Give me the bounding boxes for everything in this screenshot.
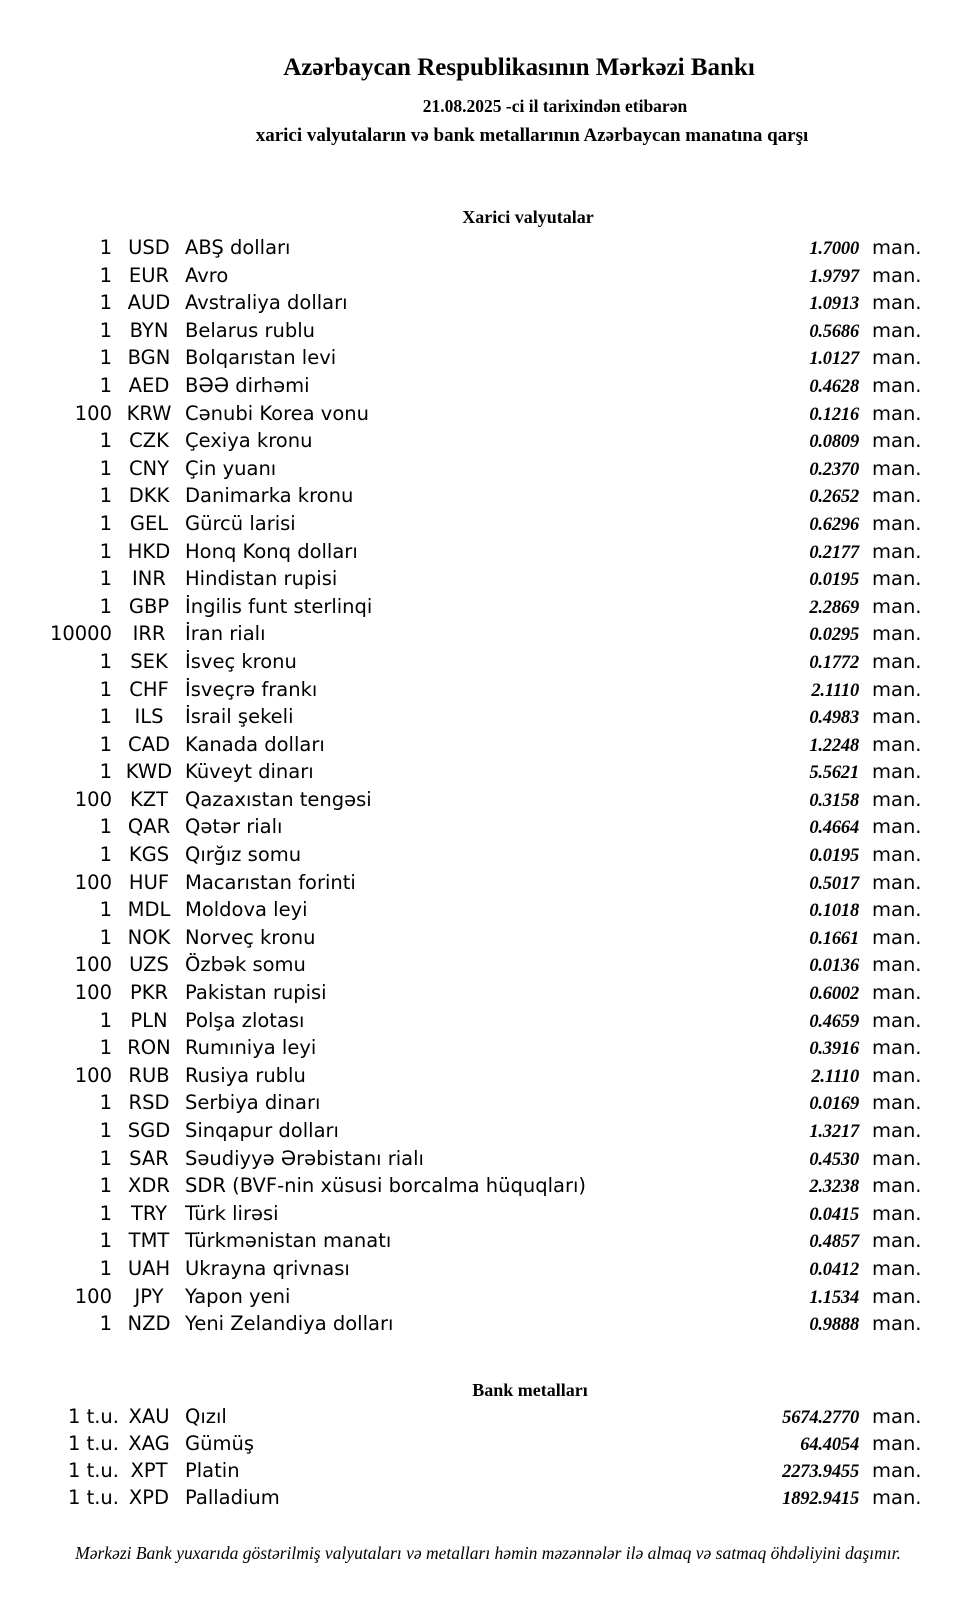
currency-name-cell: Avstraliya dolları	[185, 291, 348, 315]
currency-code-cell: CHF	[129, 677, 169, 701]
quantity-cell: 1	[99, 705, 112, 729]
currency-name-cell: İsveçrə frankı	[185, 677, 318, 701]
rate-row	[30, 1117, 926, 1145]
quantity-cell: 1	[99, 898, 112, 922]
manat-unit-label: man.	[872, 456, 922, 480]
currency-code-cell: TMT	[128, 1229, 170, 1253]
quantity-cell: 1	[99, 511, 112, 535]
manat-unit-label: man.	[872, 1146, 922, 1170]
rate-value-cell: 5674.2770	[782, 1408, 859, 1428]
rate-row	[30, 813, 926, 841]
rate-row	[30, 758, 926, 786]
currency-code-cell: XPT	[130, 1459, 168, 1482]
quantity-cell: 100	[74, 953, 112, 977]
quantity-cell: 100	[74, 401, 112, 425]
quantity-cell: 1	[99, 1174, 112, 1198]
currency-code-cell: GBP	[128, 594, 170, 618]
currency-code-cell: HUF	[128, 870, 170, 894]
rate-value-cell: 0.4983	[809, 708, 859, 729]
currency-code-cell: XPD	[128, 1486, 170, 1509]
currency-code-cell: XAU	[128, 1405, 170, 1428]
rate-row	[30, 317, 926, 345]
rate-value-cell: 2.1110	[811, 1066, 859, 1087]
currency-code-cell: SGD	[127, 1119, 171, 1142]
manat-unit-label: man.	[872, 622, 922, 646]
currency-name-cell: BƏƏ dirhəmi	[185, 373, 310, 397]
quantity-cell: 1	[99, 649, 112, 673]
rate-row	[30, 1034, 926, 1062]
rate-row	[30, 593, 926, 621]
currency-code-cell: DKK	[128, 484, 170, 508]
rate-row	[30, 620, 926, 648]
currency-name-cell: Çin yuanı	[185, 456, 277, 480]
rate-value-cell: 0.4628	[809, 376, 859, 397]
quantity-cell: 100	[74, 870, 112, 894]
rate-value-cell: 0.2652	[809, 487, 859, 508]
manat-unit-label: man.	[872, 705, 922, 729]
rate-row	[30, 1403, 926, 1430]
currency-name-cell: Sinqapur dolları	[185, 1119, 339, 1142]
rate-value-cell: 0.3158	[809, 790, 859, 811]
quantity-cell: 1	[99, 346, 112, 370]
currency-name-cell: Cənubi Korea vonu	[185, 401, 369, 425]
quantity-cell: 1 t.u.	[67, 1486, 119, 1509]
currency-name-cell: Yeni Zelandiya dolları	[185, 1312, 394, 1336]
rate-value-cell: 0.0295	[809, 625, 859, 646]
currency-name-cell: Moldova leyi	[185, 898, 308, 922]
rate-value-cell: 1892.9415	[782, 1489, 859, 1509]
manat-unit-label: man.	[872, 1432, 922, 1455]
rate-value-cell: 0.0195	[809, 846, 859, 867]
currency-code-cell: XDR	[128, 1174, 170, 1198]
manat-unit-label: man.	[872, 236, 922, 259]
section-title-metals: Bank metalları	[472, 1380, 588, 1400]
rate-value-cell: 0.1772	[809, 652, 859, 673]
currency-code-cell: KWD	[125, 760, 173, 784]
rate-value-cell: 1.1534	[809, 1287, 859, 1308]
currency-code-cell: EUR	[128, 263, 170, 287]
rate-row	[30, 427, 926, 455]
quantity-cell: 100	[74, 981, 112, 1005]
manat-unit-label: man.	[872, 346, 922, 370]
rate-value-cell: 1.9797	[809, 266, 859, 287]
rate-value-cell: 0.0169	[809, 1094, 859, 1115]
currency-name-cell: Səudiyyə Ərəbistanı rialı	[185, 1146, 424, 1170]
rate-row	[30, 1227, 926, 1255]
manat-unit-label: man.	[872, 1256, 922, 1280]
quantity-cell: 1	[99, 1008, 112, 1032]
manat-unit-label: man.	[872, 1459, 922, 1482]
quantity-cell: 1	[99, 1146, 112, 1170]
manat-unit-label: man.	[872, 484, 922, 508]
quantity-cell: 1	[99, 1091, 112, 1115]
rate-row	[30, 289, 926, 317]
manat-unit-label: man.	[872, 318, 922, 342]
currency-name-cell: İsveç kronu	[185, 649, 297, 673]
quantity-cell: 100	[74, 787, 112, 811]
currency-code-cell: AUD	[127, 291, 171, 315]
manat-unit-label: man.	[872, 1063, 922, 1087]
manat-unit-label: man.	[872, 567, 922, 591]
currency-code-cell: CNY	[128, 456, 170, 480]
currency-code-cell: USD	[128, 236, 170, 259]
rate-value-cell: 0.0412	[809, 1259, 859, 1280]
quantity-cell: 1	[99, 456, 112, 480]
currency-name-cell: Belarus rublu	[185, 318, 316, 342]
rate-row	[30, 1200, 926, 1228]
rate-row	[30, 372, 926, 400]
rate-row	[30, 1172, 926, 1200]
currency-code-cell: INR	[132, 567, 166, 591]
manat-unit-label: man.	[872, 1008, 922, 1032]
rate-value-cell: 0.1018	[809, 901, 859, 922]
manat-unit-label: man.	[872, 925, 922, 949]
currency-name-cell: Serbiya dinarı	[185, 1091, 321, 1115]
manat-unit-label: man.	[872, 1486, 922, 1509]
rate-value-cell: 1.3217	[809, 1122, 859, 1142]
rate-value-cell: 0.5686	[809, 321, 859, 342]
rate-value-cell: 64.4054	[800, 1435, 859, 1455]
rate-value-cell: 0.3916	[809, 1039, 859, 1060]
rate-row	[30, 924, 926, 952]
currency-code-cell: XAG	[128, 1432, 170, 1455]
manat-unit-label: man.	[872, 291, 922, 315]
document-subtitle: xarici valyutaların və bank metallarının Azərbaycan manatına qarşı	[255, 125, 809, 146]
currency-name-cell: Hindistan rupisi	[185, 567, 338, 591]
currency-code-cell: BYN	[129, 318, 169, 342]
currency-name-cell: Qırğız somu	[185, 843, 302, 867]
manat-unit-label: man.	[872, 732, 922, 756]
rate-value-cell: 0.6296	[809, 514, 859, 535]
quantity-cell: 1 t.u.	[67, 1405, 119, 1428]
currency-code-cell: SEK	[130, 649, 168, 673]
quantity-cell: 1 t.u.	[67, 1459, 119, 1482]
rate-row	[30, 869, 926, 897]
currency-name-cell: Danimarka kronu	[185, 484, 354, 508]
currency-name-cell: Honq Konq dolları	[185, 539, 358, 563]
rate-value-cell: 1.0913	[809, 294, 859, 315]
rate-value-cell: 0.4857	[809, 1232, 859, 1253]
manat-unit-label: man.	[872, 953, 922, 977]
currency-name-cell: Avro	[185, 263, 229, 287]
currency-code-cell: KGS	[128, 843, 170, 867]
rate-row	[30, 482, 926, 510]
quantity-cell: 1 t.u.	[67, 1432, 119, 1455]
effective-date: 21.08.2025 -ci il tarixindən etibarən	[422, 96, 688, 116]
section-title-currencies: Xarici valyutalar	[462, 207, 594, 227]
rate-row	[30, 1457, 926, 1484]
rate-value-cell: 0.0195	[809, 570, 859, 591]
manat-unit-label: man.	[872, 539, 922, 563]
currency-code-cell: NZD	[127, 1312, 171, 1336]
rate-row	[30, 648, 926, 676]
manat-unit-label: man.	[872, 760, 922, 784]
currency-code-cell: PLN	[130, 1008, 168, 1032]
rate-row	[30, 676, 926, 704]
rate-row	[30, 538, 926, 566]
manat-unit-label: man.	[872, 787, 922, 811]
currency-name-cell: Macarıstan forinti	[185, 870, 356, 894]
currency-name-cell: Kanada dolları	[185, 732, 325, 756]
manat-unit-label: man.	[872, 429, 922, 453]
manat-unit-label: man.	[872, 594, 922, 618]
currency-name-cell: İsrail şekeli	[185, 705, 294, 729]
quantity-cell: 1	[99, 1036, 112, 1060]
currency-code-cell: RON	[127, 1036, 171, 1060]
metal-rows	[30, 1403, 926, 1511]
manat-unit-label: man.	[872, 1284, 922, 1308]
rate-row	[30, 1062, 926, 1090]
quantity-cell: 1	[99, 760, 112, 784]
currency-name-cell: Palladium	[185, 1486, 280, 1509]
manat-unit-label: man.	[872, 1036, 922, 1060]
manat-unit-label: man.	[872, 1174, 922, 1198]
rate-row	[30, 344, 926, 372]
quantity-cell: 1	[99, 843, 112, 867]
manat-unit-label: man.	[872, 649, 922, 673]
currency-code-cell: ILS	[134, 705, 164, 729]
rate-value-cell: 2273.9455	[782, 1462, 859, 1482]
quantity-cell: 1	[99, 1229, 112, 1253]
rate-row	[30, 510, 926, 538]
rate-value-cell: 0.0415	[809, 1204, 859, 1225]
rate-value-cell: 1.0127	[809, 349, 859, 370]
rate-value-cell: 2.2869	[809, 597, 859, 618]
rate-row	[30, 786, 926, 814]
rate-value-cell: 0.1216	[809, 404, 859, 425]
rate-value-cell: 0.4659	[809, 1011, 859, 1032]
quantity-cell: 1	[99, 815, 112, 839]
quantity-cell: 1	[99, 539, 112, 563]
quantity-cell: 1	[99, 567, 112, 591]
rate-value-cell: 0.2370	[809, 459, 859, 480]
currency-code-cell: CAD	[128, 732, 170, 756]
quantity-cell: 1	[99, 291, 112, 315]
manat-unit-label: man.	[872, 677, 922, 701]
currency-code-cell: SAR	[129, 1146, 169, 1170]
currency-name-cell: Qətər rialı	[185, 815, 283, 839]
currency-name-cell: Qazaxıstan tengəsi	[185, 787, 372, 811]
currency-name-cell: Yapon yeni	[185, 1284, 291, 1308]
rate-value-cell: 0.2177	[809, 542, 859, 563]
manat-unit-label: man.	[872, 263, 922, 287]
currency-code-cell: BGN	[127, 346, 171, 370]
currency-name-cell: Küveyt dinarı	[185, 760, 314, 784]
currency-code-cell: PKR	[129, 981, 169, 1005]
currency-rows	[30, 234, 926, 1338]
rate-row	[30, 1145, 926, 1173]
currency-name-cell: Çexiya kronu	[185, 429, 313, 453]
manat-unit-label: man.	[872, 1201, 922, 1225]
quantity-cell: 1	[99, 236, 112, 259]
currency-name-cell: Rusiya rublu	[185, 1063, 306, 1087]
currency-name-cell: Özbək somu	[185, 953, 306, 977]
rate-row	[30, 1089, 926, 1117]
rate-value-cell: 0.1661	[809, 928, 859, 949]
manat-unit-label: man.	[872, 815, 922, 839]
manat-unit-label: man.	[872, 843, 922, 867]
currency-code-cell: IRR	[132, 622, 166, 646]
quantity-cell: 1	[99, 732, 112, 756]
currency-code-cell: CZK	[129, 429, 169, 453]
rate-row	[30, 1484, 926, 1511]
rate-row	[30, 979, 926, 1007]
manat-unit-label: man.	[872, 1119, 922, 1142]
rate-row	[30, 896, 926, 924]
rate-value-cell: 0.6002	[809, 984, 859, 1005]
rate-value-cell: 0.9888	[809, 1315, 859, 1336]
manat-unit-label: man.	[872, 1091, 922, 1115]
quantity-cell: 1	[99, 429, 112, 453]
currency-code-cell: NOK	[127, 925, 171, 949]
quantity-cell: 100	[74, 1284, 112, 1308]
manat-unit-label: man.	[872, 1312, 922, 1336]
rate-row	[30, 951, 926, 979]
currency-code-cell: RSD	[128, 1091, 170, 1115]
currency-name-cell: Pakistan rupisi	[185, 981, 327, 1005]
currency-name-cell: Gürcü larisi	[185, 511, 296, 535]
rate-row	[30, 703, 926, 731]
currency-code-cell: KZT	[129, 787, 169, 811]
quantity-cell: 1	[99, 925, 112, 949]
currency-code-cell: AED	[128, 373, 170, 397]
currency-name-cell: Ukrayna qrivnası	[185, 1256, 350, 1280]
rate-row	[30, 1007, 926, 1035]
manat-unit-label: man.	[872, 401, 922, 425]
currency-name-cell: Bolqarıstan levi	[185, 346, 337, 370]
currency-code-cell: UZS	[129, 953, 169, 977]
currency-code-cell: QAR	[127, 815, 171, 839]
currency-name-cell: ABŞ dolları	[185, 236, 291, 259]
manat-unit-label: man.	[872, 870, 922, 894]
currency-name-cell: İngilis funt sterlinqi	[185, 594, 373, 618]
rate-row	[30, 841, 926, 869]
rate-row	[30, 565, 926, 593]
rate-row	[30, 234, 926, 262]
rate-row	[30, 1430, 926, 1457]
quantity-cell: 1	[99, 1119, 112, 1142]
currency-name-cell: SDR (BVF-nin xüsusi borcalma hüquqları)	[185, 1174, 587, 1198]
currency-name-cell: Platin	[185, 1459, 240, 1482]
rate-row	[30, 731, 926, 759]
currency-code-cell: RUB	[128, 1063, 170, 1087]
disclaimer-text: Mərkəzi Bank yuxarıda göstərilmiş valyutaları və metalları həmin məzənnələr ilə almaq və satmaq öhdəliyini daşımır.	[75, 1543, 901, 1563]
quantity-cell: 1	[99, 594, 112, 618]
rate-value-cell: 1.2248	[809, 735, 859, 756]
manat-unit-label: man.	[872, 511, 922, 535]
currency-name-cell: İran rialı	[185, 622, 266, 646]
currency-code-cell: GEL	[129, 511, 169, 535]
quantity-cell: 1	[99, 484, 112, 508]
rate-value-cell: 0.4530	[809, 1149, 859, 1170]
rate-row	[30, 400, 926, 428]
manat-unit-label: man.	[872, 981, 922, 1005]
rate-row	[30, 1255, 926, 1283]
rate-value-cell: 0.4664	[809, 818, 859, 839]
rate-row	[30, 1310, 926, 1338]
rate-value-cell: 0.0136	[809, 956, 859, 977]
currency-code-cell: JPY	[134, 1284, 164, 1308]
currency-name-cell: Polşa zlotası	[185, 1008, 305, 1032]
manat-unit-label: man.	[872, 1405, 922, 1428]
currency-name-cell: Norveç kronu	[185, 925, 316, 949]
currency-name-cell: Rumıniya leyi	[185, 1036, 317, 1060]
quantity-cell: 1	[99, 318, 112, 342]
currency-code-cell: TRY	[130, 1201, 168, 1225]
quantity-cell: 1	[99, 1201, 112, 1225]
rate-row	[30, 455, 926, 483]
quantity-cell: 1	[99, 1312, 112, 1336]
rate-value-cell: 0.0809	[809, 432, 859, 453]
quantity-cell: 10000	[49, 622, 112, 646]
manat-unit-label: man.	[872, 898, 922, 922]
currency-name-cell: Türkmənistan manatı	[185, 1229, 392, 1253]
quantity-cell: 1	[99, 263, 112, 287]
rate-row	[30, 262, 926, 290]
rate-row	[30, 1283, 926, 1311]
rate-value-cell: 0.5017	[809, 873, 859, 894]
currency-code-cell: HKD	[127, 539, 171, 563]
quantity-cell: 1	[99, 373, 112, 397]
bank-title: Azərbaycan Respublikasının Mərkəzi Bankı	[283, 54, 755, 81]
currency-code-cell: UAH	[127, 1256, 171, 1280]
manat-unit-label: man.	[872, 1229, 922, 1253]
quantity-cell: 100	[74, 1063, 112, 1087]
rate-value-cell: 2.1110	[811, 680, 859, 701]
currency-name-cell: Qızıl	[185, 1405, 227, 1428]
quantity-cell: 1	[99, 677, 112, 701]
currency-code-cell: MDL	[127, 898, 171, 922]
currency-code-cell: KRW	[126, 401, 172, 425]
rate-value-cell: 1.7000	[809, 239, 859, 259]
rate-value-cell: 2.3238	[809, 1177, 859, 1198]
currency-name-cell: Türk lirəsi	[185, 1201, 279, 1225]
quantity-cell: 1	[99, 1256, 112, 1280]
rate-value-cell: 5.5621	[809, 763, 859, 784]
currency-name-cell: Gümüş	[185, 1432, 254, 1455]
manat-unit-label: man.	[872, 373, 922, 397]
